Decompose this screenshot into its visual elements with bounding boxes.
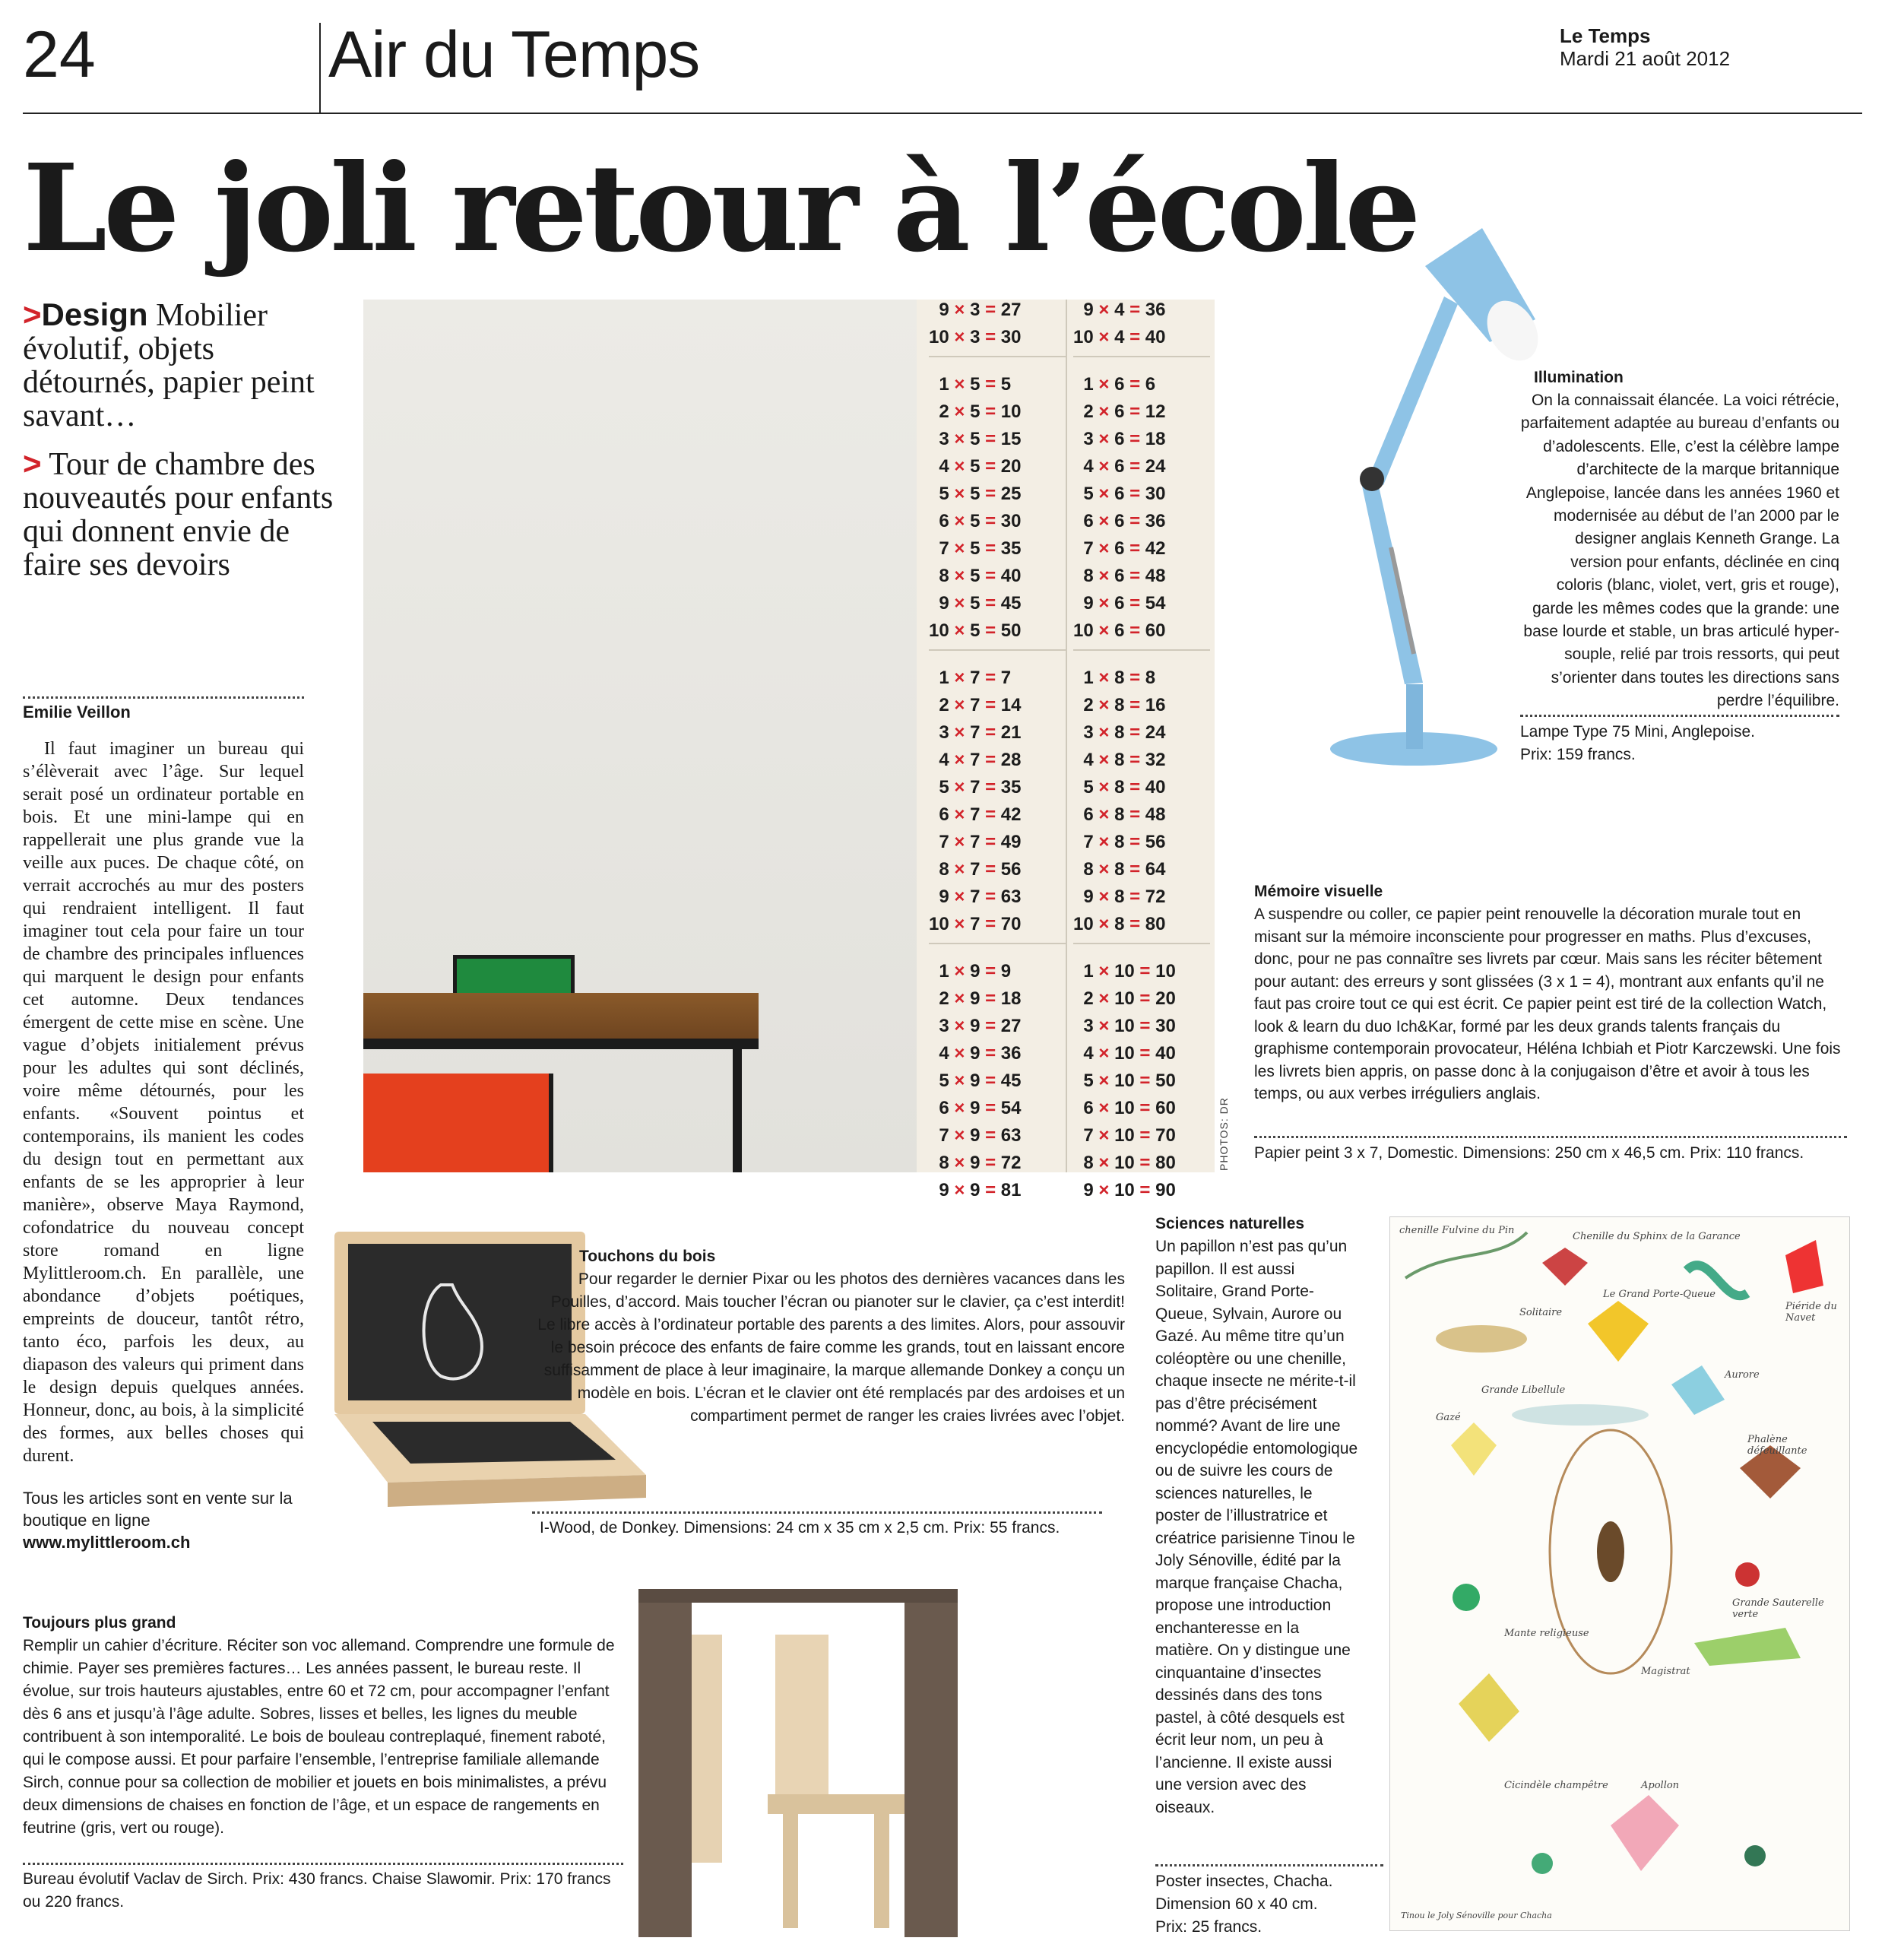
multiplication-row: 9 × 8 = 72 [1073,886,1166,907]
multiplication-row: 4 × 8 = 32 [1073,750,1166,770]
table-separator [1073,649,1210,664]
poster-label: Cicindèle champêtre [1504,1780,1608,1791]
multiplication-row: 10 × 3 = 30 [929,327,1022,347]
lamp-product-name: Lampe Type 75 Mini, Anglepoise. [1520,723,1755,741]
lamp-product [1520,721,1755,766]
table-leg [733,1039,742,1172]
multiplication-row: 5 × 9 = 45 [929,1070,1022,1091]
arrow-icon: > [23,297,42,332]
boutique-text: Tous les articles sont en vente sur la boutique en ligne [23,1489,293,1530]
intro-sub [23,447,334,582]
multiplication-row: 10 × 4 = 40 [1073,327,1166,347]
table-separator [929,356,1066,371]
poster-label: Phalène défeuillante [1747,1434,1807,1457]
red-butterfly-icon [1785,1240,1823,1293]
multiplication-row: 4 × 10 = 40 [1073,1043,1176,1064]
multiplication-wallpaper [917,300,1215,1200]
lamp-product-price: Prix: 159 francs. [1520,746,1636,763]
column-divider [1066,300,1067,1172]
table-separator [929,943,1066,958]
lamp-stem [1406,684,1423,749]
poster-label: Grande Sauterelle verte [1732,1597,1824,1620]
poster-label: Le Grand Porte-Queue [1603,1289,1716,1300]
multiplication-row: 6 × 8 = 48 [1073,804,1166,825]
multiplication-row: 1 × 9 = 9 [929,961,1012,982]
multiplication-row: 9 × 7 = 63 [929,886,1022,907]
intro-line1: Mobilier évolutif, objets détournés, papier peint savant… [23,298,315,433]
sciences-product-price: Prix: 25 francs. [1155,1918,1262,1936]
boutique-note [23,1487,304,1553]
blue-butterfly-icon [1671,1365,1725,1415]
desk-and-chair-photo [631,1589,965,1946]
magistrat-beetle-icon [1597,1521,1624,1582]
multiplication-row: 6 × 6 = 36 [1073,511,1166,531]
chair-seat [768,1794,904,1814]
poster-label: chenille Fulvine du Pin [1399,1225,1515,1236]
desk-inner-left [692,1635,722,1863]
lamp-text: On la connaissait élancée. La voici rétrécie, parfaitement adaptée au bureau d’enfants ou d’adolescents. Elle, c’est la célèbre lampe d’architecte de la marque britannique Anglepoise, lancée dans les années 1960 et modernisée au début de l’an 2000 par le designer anglais Kenneth Grange. La version pour enfants, déclinée en cinq coloris (blanc, violet, vert, gris et rouge), garde les mêmes codes que la grande: une base lourde et stable, un bras articulé hyper-souple, relié par trois ressorts, qui peut s’orienter dans toutes les directions sans perdre l’équilibre. [1520,392,1839,710]
insect-poster [1389,1216,1850,1931]
chair-back [775,1635,828,1794]
multiplication-row: 9 × 3 = 27 [929,300,1022,320]
multiplication-row: 3 × 5 = 15 [929,429,1022,449]
lamp-heading: Illumination [1534,369,1624,386]
multiplication-row: 2 × 9 = 18 [929,988,1022,1009]
multiplication-row: 3 × 6 = 18 [1073,429,1166,449]
touchons-heading: Touchons du bois [579,1248,716,1265]
multiplication-row: 4 × 5 = 20 [929,456,1022,477]
multiplication-row: 3 × 7 = 21 [929,722,1022,743]
sciences-heading: Sciences naturelles [1155,1215,1305,1232]
intro-lead [23,298,334,433]
photo-credit: PHOTOS: DR [1218,1097,1230,1171]
sciences-text: Un papillon n’est pas qu’un papillon. Il est aussi Solitaire, Grand Porte-Queue, Sylvain, Aurore ou Gazé. Au même titre qu’un coléoptère ou une chenille, chaque insecte ne mérite-t-il pas d’être précisément nommé? Avant de lire une encyclopédie entomologique ou de suivre les cours de sciences naturelles, le poster de l’illustratrice et créatrice parisienne Tinou le Joly Sénoville, édité par la marque française Chacha, propose une introduction enchanteresse en la matière. On y distingue une cinquantaine d’insectes dessinés dans des tons pastel, à côté desquels est écrit leur nom, un peu à l’ancienne. Il existe aussi une version avec des oiseaux. [1155,1238,1358,1816]
memoire-product: Papier peint 3 x 7, Domestic. Dimensions: 250 cm x 46,5 cm. Prix: 110 francs. [1254,1144,1804,1162]
multiplication-row: 6 × 5 = 30 [929,511,1022,531]
sciences-product-size: Dimension 60 x 40 cm. [1155,1895,1318,1913]
desk-left-panel [638,1603,692,1937]
multiplication-row: 2 × 6 = 12 [1073,401,1166,422]
wooden-table-top [363,993,759,1039]
table-edge [363,1039,759,1049]
swallowtail-icon [1588,1301,1649,1362]
lamp-photo [1262,228,1551,775]
wallpaper-column-a [929,297,1066,1204]
multiplication-row: 8 × 7 = 56 [929,859,1022,880]
multiplication-row: 1 × 6 = 6 [1073,374,1156,395]
poster-label: Solitaire [1519,1307,1563,1318]
multiplication-row: 2 × 8 = 16 [1073,695,1166,715]
poster-label: Aurore [1725,1369,1760,1381]
multiplication-row: 5 × 10 = 50 [1073,1070,1176,1091]
article-body: Il faut imaginer un bureau qui s’élèverait avec l’âge. Sur lequel serait posé un ordinateur portable en bois. Et une mini-lampe qui en rappellerait une plus grande vue la veille aux puces. De chaque côté, on verrait accrochés au mur des posters qui rendraient intelligent. Il faut imaginer tout cela pour faire un tour de chambre des principales influences qui marquent le design pour enfants cet automne. Deux tendances émergent de cette mise en scène. Une vague d’objets initialement prévus pour les adultes qui sont déclinés, voire même détournés, pour les enfants. «Souvent pointus et contemporains, ils manient les codes du design tout en permettant aux enfants de se les approprier à leur manière», observe Maya Raymond, cofondatrice du nouveau concept store romand en ligne Mylittleroom.ch. En parallèle, une abondance d’objets poétiques, empreints de douceur, tantôt rétro, tanto éco, parfois les deux, au diapason des valeurs qui priment dans le design depuis quelques années. Honneur, donc, au bois, à la simplicité des formes, aux belles choses qui durent. [23,739,304,1466]
multiplication-row: 5 × 7 = 35 [929,777,1022,798]
yellow-beetle-icon [1459,1673,1519,1742]
toujours-text: Remplir un cahier d’écriture. Réciter son voc allemand. Comprendre une formule de chimie. Payer ses premières factures… Les années passent, le bureau reste. Il évolue, sur trois hauteurs ajustables, entre 60 et 72 cm, pour accompagner l’enfant dès 6 ans et jusqu’à l’âge adulte. Sobres, lisses et belles, les lignes du meuble contribuent à son intemporalité. Le bois de bouleau contreplaqué, finement raboté, qui le compose aussi. Et pour parfaire l’ensemble, l’entreprise familiale allemande Sirch, connue pour sa collection de mobilier et jouets en bois minimalistes, a prévu deux dimensions de chaises en fonction de l’âge, et un espace de rangements en feutrine (gris, vert ou rouge). [23,1637,615,1837]
grasshopper-icon [1694,1628,1801,1666]
sphinx-caterpillar-icon [1436,1325,1527,1353]
multiplication-row: 7 × 8 = 56 [1073,832,1166,852]
poster-label: Piéride du Navet [1785,1301,1837,1324]
multiplication-row: 1 × 8 = 8 [1073,668,1156,688]
multiplication-row: 6 × 9 = 54 [929,1098,1022,1118]
multiplication-row: 7 × 10 = 70 [1073,1125,1176,1146]
sciences-rule [1155,1864,1383,1866]
poster-label: Gazé [1436,1412,1461,1423]
dragonfly-icon [1512,1404,1649,1426]
multiplication-row: 6 × 7 = 42 [929,804,1022,825]
multiplication-row: 8 × 5 = 40 [929,566,1022,586]
multiplication-row: 2 × 7 = 14 [929,695,1022,715]
newspaper-name: Le Temps [1560,24,1651,47]
author-byline: Emilie Veillon [23,702,131,722]
multiplication-row: 4 × 9 = 36 [929,1043,1022,1064]
bottom-beetle-icon [1744,1845,1766,1866]
toujours-heading: Toujours plus grand [23,1614,176,1632]
sciences-product [1155,1870,1332,1939]
multiplication-row: 8 × 10 = 80 [1073,1153,1176,1173]
main-photo [363,300,1215,1200]
multiplication-row: 4 × 6 = 24 [1073,456,1166,477]
multiplication-row: 6 × 10 = 60 [1073,1098,1176,1118]
table-separator [929,649,1066,664]
header-separator [319,23,321,114]
small-beetle-icon [1532,1853,1553,1874]
multiplication-row: 3 × 9 = 27 [929,1016,1022,1036]
multiplication-row: 10 × 6 = 60 [1073,620,1166,641]
multiplication-row: 10 × 8 = 80 [1073,914,1166,934]
ladybug-icon [1735,1562,1760,1587]
multiplication-row: 7 × 7 = 49 [929,832,1022,852]
multiplication-row: 10 × 7 = 70 [929,914,1022,934]
multiplication-row: 7 × 9 = 63 [929,1125,1022,1146]
memoire-heading: Mémoire visuelle [1254,883,1383,900]
multiplication-row: 3 × 8 = 24 [1073,722,1166,743]
apollon-butterfly-icon [1611,1795,1679,1871]
multiplication-row: 9 × 4 = 36 [1073,300,1166,320]
section-title: Air du Temps [328,18,700,91]
page-number: 24 [23,18,96,91]
multiplication-row: 9 × 6 = 54 [1073,593,1166,614]
touchons-product: I-Wood, de Donkey. Dimensions: 24 cm x 35 cm x 2,5 cm. Prix: 55 francs. [540,1519,1060,1537]
chair-leg [874,1814,889,1928]
intro-design-word: Design [41,297,148,332]
chair-leg [783,1814,798,1928]
desk-top [638,1589,958,1603]
lamp-joint [1360,467,1384,491]
multiplication-row: 1 × 5 = 5 [929,374,1012,395]
author-rule [23,696,304,699]
multiplication-row: 9 × 5 = 45 [929,593,1022,614]
green-beetle-icon [1453,1584,1480,1611]
insect-illustrations [1390,1217,1851,1932]
pine-branch [1405,1232,1527,1278]
memoire-text: A suspendre ou coller, ce papier peint renouvelle la décoration murale tout en misant sur la mémoire inconsciente pour progresser en maths. Plus d’excuses, donc, pour ne pas connaître ses livrets par cœur. Mais sans les réciter bêtement pour autant: des erreurs y sont glissées (3 x 1 = 4), montrant aux enfants qu’il ne faut pas croire tout ce qui est écrit. Ce papier peint est tiré de la collection Watch, look & learn du duo Ich&Kar, formé par les deux grands talents français du graphisme contemporain provocateur, Héléna Ichbiah et Piotr Karczewski. Une fois les livrets bien appris, on passe donc à la conjugaison d’être et avoir à tous les temps, ou aux verbes irréguliers anglais. [1254,905,1841,1102]
touchons-rule [532,1511,1102,1514]
toujours-product: Bureau évolutif Vaclav de Sirch. Prix: 430 francs. Chaise Slawomir. Prix: 170 francs ou 220 francs. [23,1870,611,1911]
poster-signature: Tinou le Joly Sénoville pour Chacha [1401,1911,1552,1920]
moth-icon [1542,1248,1588,1286]
multiplication-row: 2 × 10 = 20 [1073,988,1176,1009]
poster-label: Apollon [1641,1780,1680,1791]
boutique-link[interactable]: www.mylittleroom.ch [23,1533,191,1552]
multiplication-row: 7 × 5 = 35 [929,538,1022,559]
header-rule [23,113,1862,114]
arrow-icon: > [23,446,42,481]
multiplication-row: 1 × 7 = 7 [929,668,1012,688]
lamp-upper-arm [1368,297,1458,485]
issue-date: Mardi 21 août 2012 [1560,47,1731,70]
wallpaper-column-b [1073,297,1210,1204]
headline: Le joli retour à l’école [23,138,1418,279]
multiplication-row: 8 × 8 = 64 [1073,859,1166,880]
multiplication-row: 7 × 6 = 42 [1073,538,1166,559]
touchons-text: Pour regarder le dernier Pixar ou les photos des dernières vacances dans les Pouilles, d’accord. Mais toucher l’écran ou pianoter sur le clavier, ça c’est interdit! Le libre accès à l’ordinateur portable des parents a des limites. Alors, pour assouvir le besoin précoce des enfants de faire comme les grands, tout en laissant encore suffisamment de place à leur imaginaire, la marque allemande Donkey a conçu un modèle en bois. L’écran et le clavier ont été remplacés par des ardoises et un compartiment permet de ranger les craies livrées avec l’objet. [537,1270,1125,1425]
sciences-product-name: Poster insectes, Chacha. [1155,1873,1333,1890]
poster-label: Mante religieuse [1504,1628,1589,1639]
desk-right-panel [904,1603,958,1937]
toujours-rule [23,1863,623,1865]
multiplication-row: 2 × 5 = 10 [929,401,1022,422]
multiplication-row: 8 × 9 = 72 [929,1153,1022,1173]
poster-label: Grande Libellule [1481,1384,1566,1396]
multiplication-row: 8 × 6 = 48 [1073,566,1166,586]
multiplication-row: 9 × 9 = 81 [929,1180,1022,1200]
multiplication-row: 1 × 10 = 10 [1073,961,1176,982]
multiplication-row: 9 × 10 = 90 [1073,1180,1176,1200]
multiplication-row: 5 × 5 = 25 [929,484,1022,504]
multiplication-row: 10 × 5 = 50 [929,620,1022,641]
intro-line2: Tour de chambre des nouveautés pour enfants qui donnent envie de faire ses devoirs [23,447,334,582]
red-chair [363,1074,553,1172]
table-separator [1073,356,1210,371]
poster-label: Chenille du Sphinx de la Garance [1573,1231,1741,1242]
multiplication-row: 3 × 10 = 30 [1073,1016,1176,1036]
multiplication-row: 5 × 8 = 40 [1073,777,1166,798]
poster-label: Magistrat [1641,1666,1690,1677]
aurore-butterfly-icon [1451,1422,1497,1476]
table-separator [1073,943,1210,958]
multiplication-row: 5 × 6 = 30 [1073,484,1166,504]
memoire-rule [1254,1136,1847,1138]
lamp-rule [1520,715,1839,717]
multiplication-row: 4 × 7 = 28 [929,750,1022,770]
